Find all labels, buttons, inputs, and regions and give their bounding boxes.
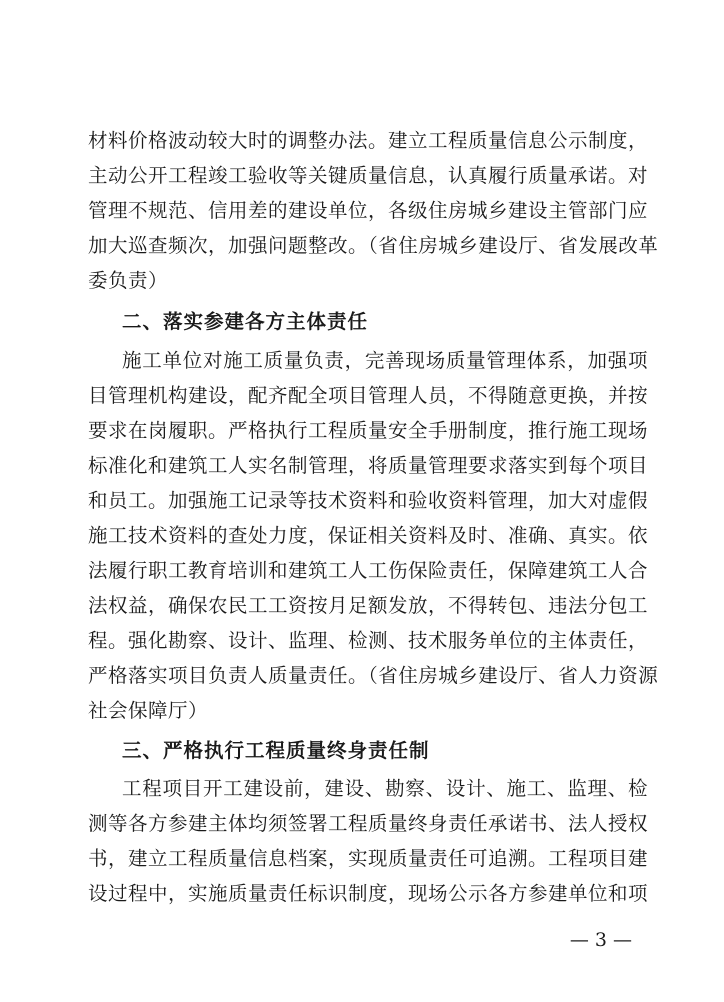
body-text-line: 标准化和建筑工人实名制管理，将质量管理要求落实到每个项目 bbox=[88, 454, 649, 477]
body-text-line: 法权益，确保农民工工资按月足额发放，不得转包、违法分包工 bbox=[88, 594, 649, 617]
body-text-line: 设过程中，实施质量责任标识制度，现场公示各方参建单位和项 bbox=[88, 882, 649, 905]
body-text-line: 严格落实项目负责人质量责任。（省住房城乡建设厅、省人力资源 bbox=[88, 664, 659, 687]
body-text-line: 社会保障厅） bbox=[88, 699, 209, 722]
body-text-line: 测等各方参建主体均须签署工程质量终身责任承诺书、法人授权 bbox=[88, 812, 649, 835]
section-heading: 三、严格执行工程质量终身责任制 bbox=[122, 739, 430, 762]
body-text-line: 目管理机构建设，配齐配全项目管理人员，不得随意更换，并按 bbox=[88, 384, 649, 407]
page-number: — 3 — bbox=[569, 929, 632, 951]
body-text-line: 材料价格波动较大时的调整办法。建立工程质量信息公示制度， bbox=[88, 129, 649, 152]
body-text-line: 和员工。加强施工记录等技术资料和验收资料管理，加大对虚假 bbox=[88, 489, 649, 512]
body-text-line: 施工单位对施工质量负责，完善现场质量管理体系，加强项 bbox=[122, 349, 648, 372]
body-text-line: 主动公开工程竣工验收等关键质量信息，认真履行质量承诺。对 bbox=[88, 164, 649, 187]
body-text-line: 管理不规范、信用差的建设单位，各级住房城乡建设主管部门应 bbox=[88, 199, 649, 222]
body-text-line: 加大巡查频次，加强问题整改。（省住房城乡建设厅、省发展改革 bbox=[88, 234, 659, 257]
section-heading: 二、落实参建各方主体责任 bbox=[122, 310, 369, 333]
body-text-line: 施工技术资料的查处力度，保证相关资料及时、准确、真实。依 bbox=[88, 524, 649, 547]
body-text-line: 法履行职工教育培训和建筑工人工伤保险责任，保障建筑工人合 bbox=[88, 559, 649, 582]
body-text-line: 书，建立工程质量信息档案，实现质量责任可追溯。工程项目建 bbox=[88, 847, 649, 870]
body-text-line: 程。强化勘察、设计、监理、检测、技术服务单位的主体责任， bbox=[88, 629, 649, 652]
body-text-line: 委负责） bbox=[88, 269, 169, 292]
body-text-line: 要求在岗履职。严格执行工程质量安全手册制度，推行施工现场 bbox=[88, 419, 649, 442]
body-text-line: 工程项目开工建设前，建设、勘察、设计、施工、监理、检 bbox=[122, 777, 648, 800]
